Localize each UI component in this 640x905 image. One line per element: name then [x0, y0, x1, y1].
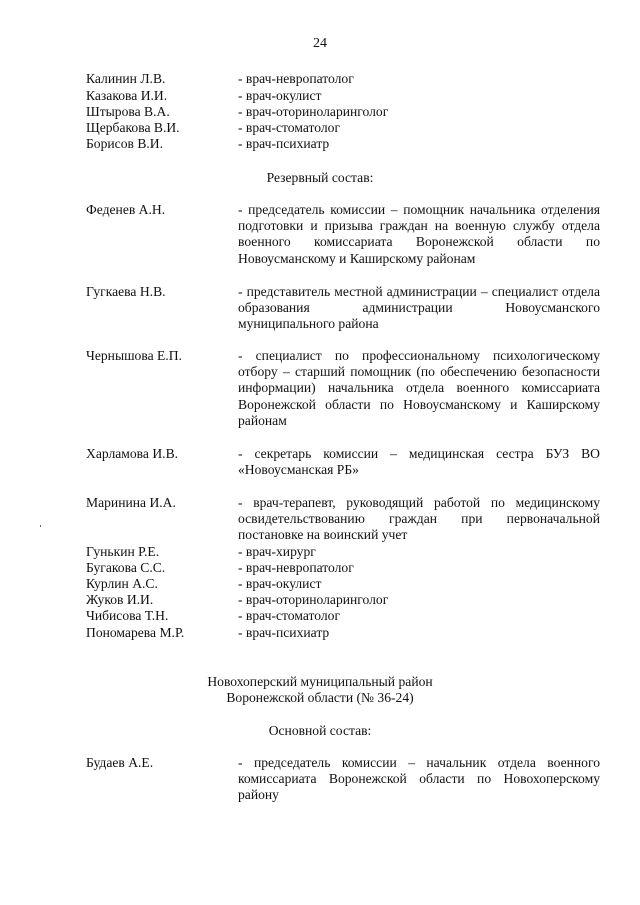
person-role: - специалист по профессиональному психологическому отбору – старший помощник (по обеспечению безопасности информации) начальника отдела военного комиссариата Воронежской области по Новоусманскому и Каширскому районам — [238, 348, 600, 428]
person-name: Калинин Л.В. — [86, 71, 166, 86]
person-name: Бугакова С.С. — [86, 560, 166, 575]
district-title-line2: Воронежской области (№ 36-24) — [226, 690, 414, 705]
person-name: Пономарева М.Р. — [86, 625, 185, 640]
person-name: Гунькин Р.Е. — [86, 544, 160, 559]
person-role: - врач-хирург — [238, 544, 316, 559]
person-name: Щербакова В.И. — [86, 120, 180, 135]
page-number: 24 — [313, 36, 327, 51]
person-role: - врач-окулист — [238, 576, 322, 591]
person-role: - представитель местной администрации – специалист отдела образования администрации Новоусманского муниципального района — [238, 284, 600, 332]
person-role: - врач-стоматолог — [238, 120, 341, 135]
person-role: - председатель комиссии – начальник отдела военного комиссариата Воронежской области по Новохоперскому району — [238, 755, 600, 803]
main-heading: Основной состав: — [268, 723, 372, 738]
person-role: - врач-стоматолог — [238, 608, 341, 623]
district-title-line1: Новохоперский муниципальный район — [207, 674, 433, 689]
person-name: Курлин А.С. — [86, 576, 158, 591]
person-role: - врач-невропатолог — [238, 560, 354, 575]
person-role: - врач-психиатр — [238, 625, 330, 640]
person-name: Феденев А.Н. — [86, 202, 166, 217]
person-name: Харламова И.В. — [86, 446, 179, 461]
person-name: Штырова В.А. — [86, 104, 170, 119]
person-role: - председатель комиссии – помощник начальника отделения подготовки и призыва граждан на военную службу отдела военного комиссариата Воронежской области по Новоусманскому и Каширскому районам — [238, 202, 600, 266]
person-role: - врач-оториноларинголог — [238, 592, 389, 607]
person-role: - врач-психиатр — [238, 136, 330, 151]
margin-mark — [40, 525, 41, 527]
person-name: Будаев А.Е. — [86, 755, 154, 770]
person-name: Борисов В.И. — [86, 136, 164, 151]
person-role: - врач-терапевт, руководящий работой по медицинскому освидетельствованию граждан при первоначальной постановке на воинский учет — [238, 495, 600, 543]
person-name: Чибисова Т.Н. — [86, 608, 169, 623]
person-role: - секретарь комиссии – медицинская сестра БУЗ ВО «Новоусманская РБ» — [238, 446, 600, 478]
person-name: Чернышова Е.П. — [86, 348, 182, 363]
reserve-heading: Резервный состав: — [266, 170, 374, 185]
person-name: Гугкаева Н.В. — [86, 284, 166, 299]
person-role: - врач-окулист — [238, 88, 322, 103]
person-name: Маринина И.А. — [86, 495, 176, 510]
person-role: - врач-оториноларинголог — [238, 104, 389, 119]
person-name: Жуков И.И. — [86, 592, 154, 607]
person-name: Казакова И.И. — [86, 88, 168, 103]
person-role: - врач-невропатолог — [238, 71, 354, 86]
